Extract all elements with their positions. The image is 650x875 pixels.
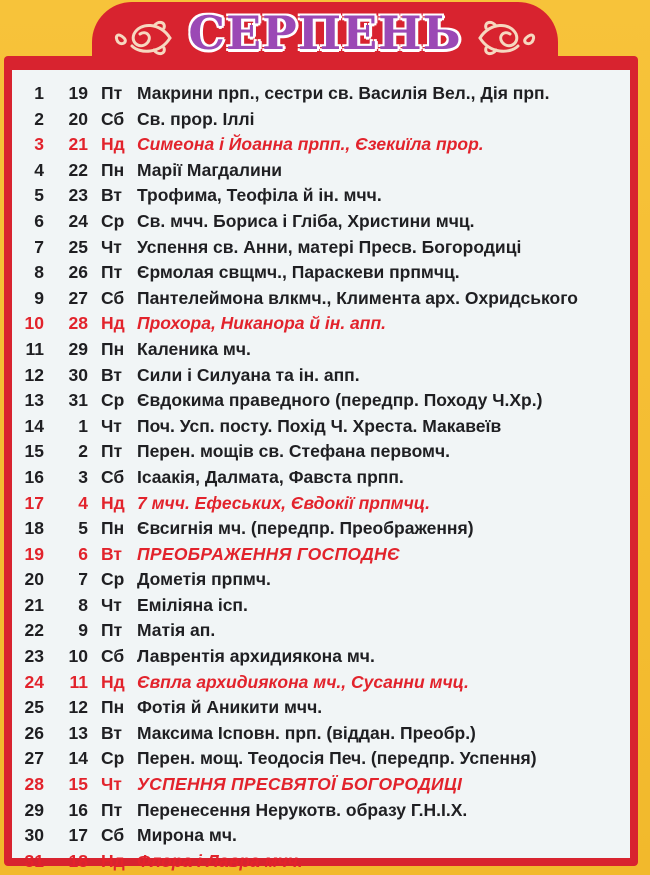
old-style-day-number: 23	[68, 185, 88, 206]
day-number: 28	[24, 774, 44, 795]
day-number: 26	[24, 722, 44, 743]
old-style-day-number: 30	[68, 364, 88, 385]
day-number: 21	[24, 594, 44, 615]
old-style-day-number: 21	[68, 134, 88, 155]
commemoration-text: Євдокима праведного (передпр. Походу Ч.Хр.)	[137, 390, 543, 411]
weekday: Пт	[101, 83, 123, 103]
day-number: 1	[34, 83, 44, 103]
weekday: Нд	[101, 313, 125, 334]
day-number: 18	[24, 518, 44, 539]
weekday: Чт	[101, 594, 122, 615]
day-row	[0, 158, 650, 184]
day-row	[0, 721, 650, 747]
weekday: Вт	[101, 185, 122, 206]
commemoration-text: Мирона мч.	[137, 825, 237, 846]
weekday: Нд	[101, 671, 125, 692]
day-row	[0, 567, 650, 593]
old-style-day-number: 22	[68, 159, 88, 180]
day-row	[0, 823, 650, 849]
commemoration-text: Євпла архидиякона мч., Сусанни мчц.	[137, 671, 469, 692]
commemoration-text: Св. прор. Іллі	[137, 108, 255, 129]
day-row	[0, 388, 650, 414]
weekday: Сб	[101, 466, 125, 487]
commemoration-text: Св. мчч. Бориса і Гліба, Христини мчц.	[137, 210, 475, 231]
day-row	[0, 516, 650, 542]
day-number: 12	[24, 364, 44, 385]
day-number: 13	[24, 390, 44, 411]
day-number: 6	[34, 210, 44, 231]
old-style-day-number: 6	[78, 543, 88, 564]
weekday: Пн	[101, 518, 125, 539]
old-style-day-number: 29	[68, 338, 88, 359]
weekday: Ср	[101, 748, 125, 769]
old-style-day-number: 9	[78, 620, 88, 641]
day-number: 15	[24, 441, 44, 462]
old-style-day-number: 1	[78, 415, 88, 436]
day-row	[0, 644, 650, 670]
commemoration-text: Матія ап.	[137, 620, 216, 641]
weekday: Ср	[101, 210, 125, 231]
weekday: Пн	[101, 159, 125, 180]
commemoration-text: Симеона і Йоанна прпп., Єзекиїла прор.	[137, 134, 484, 155]
weekday: Чт	[101, 774, 122, 795]
commemoration-text: 7 мчч. Ефеських, Євдокії прпмчц.	[137, 492, 430, 513]
day-row	[0, 542, 650, 568]
old-style-day-number: 5	[78, 518, 88, 539]
weekday: Сб	[101, 108, 125, 129]
commemoration-text: Євсигнія мч. (передпр. Преображення)	[137, 518, 474, 539]
weekday: Сб	[101, 287, 125, 308]
old-style-day-number: 12	[68, 697, 88, 718]
weekday: Сб	[101, 646, 125, 667]
old-style-day-number: 8	[78, 594, 88, 615]
commemoration-text: ПРЕОБРАЖЕННЯ ГОСПОДНЄ	[137, 543, 400, 564]
weekday: Пт	[101, 262, 123, 283]
day-number: 16	[24, 466, 44, 487]
day-row	[0, 439, 650, 465]
weekday: Пн	[101, 697, 125, 718]
weekday: Вт	[101, 543, 122, 564]
day-number: 2	[34, 108, 44, 129]
day-row	[0, 132, 650, 158]
day-number: 29	[24, 799, 44, 820]
day-row	[0, 414, 650, 440]
day-number: 7	[34, 236, 44, 257]
old-style-day-number: 14	[68, 748, 88, 769]
commemoration-text: Макрини прп., сестри св. Василія Вел., Дія прп.	[137, 83, 550, 103]
day-row	[0, 593, 650, 619]
commemoration-text: Поч. Усп. посту. Похід Ч. Хреста. Макавеїв	[137, 415, 502, 436]
weekday: Вт	[101, 722, 122, 743]
day-row	[0, 491, 650, 517]
day-row	[0, 286, 650, 312]
old-style-day-number: 16	[68, 799, 88, 820]
old-style-day-number: 31	[68, 390, 88, 411]
day-list	[0, 81, 650, 874]
day-number: 19	[24, 543, 44, 564]
day-row	[0, 337, 650, 363]
commemoration-text: Сили і Силуана та ін. апп.	[137, 364, 360, 385]
day-row	[0, 618, 650, 644]
weekday: Сб	[101, 825, 125, 846]
day-number: 25	[24, 697, 44, 718]
day-row	[0, 183, 650, 209]
commemoration-text: Перенесення Нерукотв. образу Г.Н.І.Х.	[137, 799, 468, 820]
day-row	[0, 849, 650, 875]
old-style-day-number: 20	[68, 108, 88, 129]
day-row	[0, 235, 650, 261]
weekday: Пт	[101, 799, 123, 820]
old-style-day-number: 7	[78, 569, 88, 590]
old-style-day-number: 15	[68, 774, 88, 795]
day-row	[0, 260, 650, 286]
commemoration-text: Лаврентія архидиякона мч.	[137, 646, 375, 667]
commemoration-text: Ісаакія, Далмата, Фавста прпп.	[137, 466, 404, 487]
day-number: 24	[24, 671, 44, 692]
day-number: 30	[24, 825, 44, 846]
old-style-day-number: 17	[68, 825, 88, 846]
day-number: 27	[24, 748, 44, 769]
commemoration-text: Прохора, Никанора й ін. апп.	[137, 313, 387, 334]
weekday: Ср	[101, 569, 125, 590]
day-number: 11	[25, 338, 44, 359]
weekday: Нд	[101, 492, 125, 513]
old-style-day-number: 19	[68, 83, 88, 103]
month-title: СЕРПЕНЬ	[188, 6, 462, 60]
commemoration-text: Перен. мощ. Теодосія Печ. (передпр. Успення)	[137, 748, 537, 769]
weekday: Вт	[101, 364, 122, 385]
day-row	[0, 670, 650, 696]
old-style-day-number: 27	[68, 287, 88, 308]
weekday: Чт	[101, 236, 122, 257]
day-row	[0, 107, 650, 133]
day-number: 31	[24, 850, 44, 871]
day-number: 4	[34, 159, 44, 180]
old-style-day-number: 28	[68, 313, 88, 334]
weekday: Пн	[101, 338, 125, 359]
day-number: 10	[24, 313, 44, 334]
day-row	[0, 81, 650, 107]
day-row	[0, 363, 650, 389]
old-style-day-number: 25	[68, 236, 88, 257]
day-number: 23	[24, 646, 44, 667]
day-row	[0, 695, 650, 721]
weekday: Нд	[101, 850, 125, 871]
commemoration-text: Успення св. Анни, матері Пресв. Богородиці	[137, 236, 522, 257]
old-style-day-number: 2	[78, 441, 88, 462]
old-style-day-number: 13	[68, 722, 88, 743]
commemoration-text: Каленика мч.	[137, 338, 251, 359]
old-style-day-number: 24	[68, 210, 88, 231]
day-row	[0, 798, 650, 824]
old-style-day-number: 26	[68, 262, 88, 283]
day-row	[0, 465, 650, 491]
weekday: Пт	[101, 620, 123, 641]
commemoration-text: Єрмолая свщмч., Параскеви прпмчц.	[137, 262, 460, 283]
commemoration-text: Еміліяна ісп.	[137, 594, 248, 615]
commemoration-text: Пантелеймона влкмч., Климента арх. Охридського	[137, 287, 578, 308]
weekday: Нд	[101, 134, 125, 155]
weekday: Чт	[101, 415, 122, 436]
day-number: 20	[24, 569, 44, 590]
weekday: Пт	[101, 441, 123, 462]
day-row	[0, 746, 650, 772]
commemoration-text: Перен. мощів св. Стефана первомч.	[137, 441, 450, 462]
commemoration-text: Трофима, Теофіла й ін. мчч.	[137, 185, 382, 206]
old-style-day-number: 11	[69, 671, 88, 692]
old-style-day-number: 18	[68, 850, 88, 871]
commemoration-text: Максима Ісповн. прп. (віддан. Преобр.)	[137, 722, 476, 743]
commemoration-text: Флора і Лавра мчч.	[137, 850, 303, 871]
day-number: 5	[34, 185, 44, 206]
commemoration-text: Фотія й Аникити мчч.	[137, 697, 323, 718]
day-number: 8	[34, 262, 44, 283]
commemoration-text: Дометія прпмч.	[137, 569, 271, 590]
day-number: 3	[34, 134, 44, 155]
commemoration-text: УСПЕННЯ ПРЕСВЯТОЇ БОГОРОДИЦІ	[137, 774, 463, 795]
day-row	[0, 772, 650, 798]
day-number: 14	[24, 415, 44, 436]
day-row	[0, 209, 650, 235]
old-style-day-number: 10	[68, 646, 88, 667]
day-number: 9	[34, 287, 44, 308]
day-number: 22	[24, 620, 44, 641]
weekday: Ср	[101, 390, 125, 411]
old-style-day-number: 4	[78, 492, 88, 513]
day-row	[0, 311, 650, 337]
day-number: 17	[24, 492, 44, 513]
old-style-day-number: 3	[78, 466, 88, 487]
commemoration-text: Марії Магдалини	[137, 159, 283, 180]
